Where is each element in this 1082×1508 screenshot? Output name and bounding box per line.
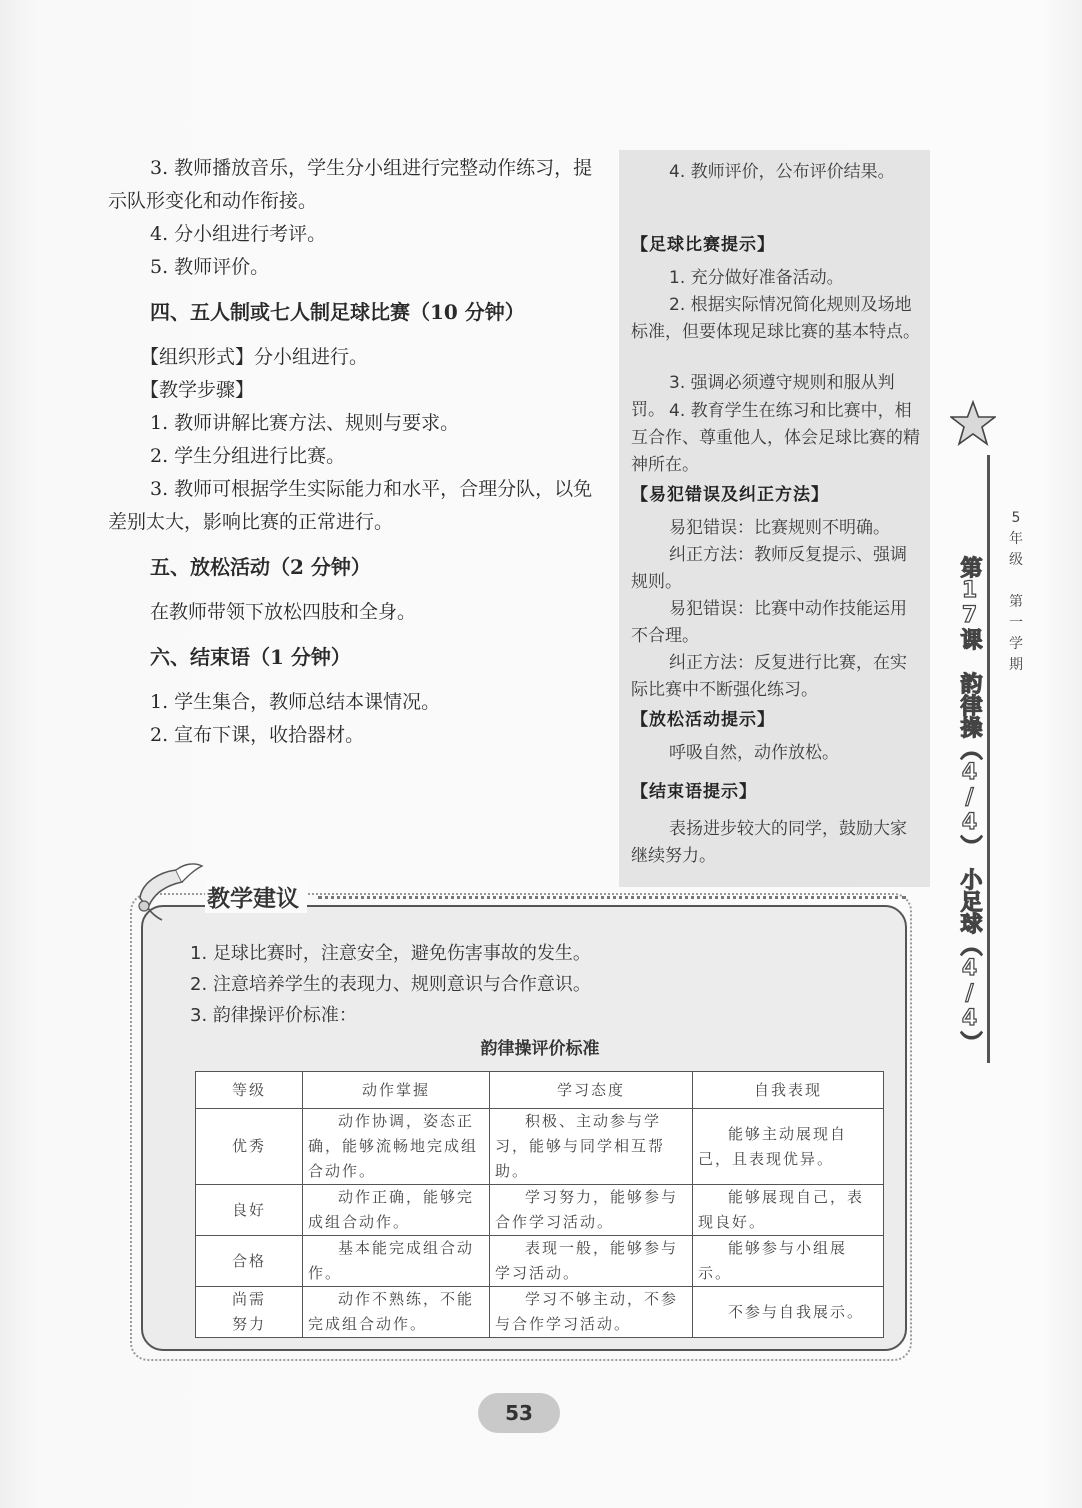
main-column bbox=[108, 152, 608, 752]
table-cell: 表现一般，能够参与学习活动。 bbox=[490, 1236, 693, 1287]
suggestion-list bbox=[190, 938, 870, 1031]
table-row bbox=[196, 1185, 884, 1236]
margin-divider bbox=[987, 455, 990, 1063]
paragraph: 3. 教师播放音乐，学生分小组进行完整动作练习，提示队形变化和动作衔接。 bbox=[108, 157, 593, 212]
section-heading: 五、放松活动（2 分钟） bbox=[150, 555, 371, 579]
table-caption: 韵律操评价标准 bbox=[480, 1039, 600, 1059]
paragraph: 4. 分小组进行考评。 bbox=[150, 223, 327, 245]
table-cell: 基本能完成组合动作。 bbox=[303, 1236, 490, 1287]
paragraph: 2. 宣布下课，收拾器材。 bbox=[150, 724, 365, 746]
table-cell: 动作协调，姿态正确，能够流畅地完成组合动作。 bbox=[303, 1109, 490, 1185]
section-heading: 六、结束语（1 分钟） bbox=[150, 645, 351, 669]
sidebar-text: 1. 充分做好准备活动。 bbox=[669, 268, 844, 288]
table-cell: 能够主动展现自己，且表现优异。 bbox=[693, 1109, 884, 1185]
lesson-title-vertical: 第17课 韵律操（4/4） 小足球（4/4） bbox=[957, 556, 982, 1053]
suggestion-title: 教学建议 bbox=[205, 880, 307, 913]
sidebar-text: 纠正方法：反复进行比赛，在实际比赛中不断强化练习。 bbox=[631, 653, 907, 700]
table-cell: 不参与自我展示。 bbox=[693, 1287, 884, 1338]
table-cell: 积极、主动参与学习，能够与同学相互帮助。 bbox=[490, 1109, 693, 1185]
sidebar-text: 表扬进步较大的同学，鼓励大家继续努力。 bbox=[631, 819, 907, 866]
scroll-icon bbox=[132, 858, 204, 924]
table-cell: 合格 bbox=[196, 1236, 303, 1287]
sidebar-text: 易犯错误：比赛规则不明确。 bbox=[669, 518, 890, 538]
sidebar-text: 易犯错误：比赛中动作技能运用不合理。 bbox=[631, 599, 907, 646]
table-cell: 能够展现自己，表现良好。 bbox=[693, 1185, 884, 1236]
page-number: 53 bbox=[478, 1393, 560, 1433]
column-header: 自我表现 bbox=[693, 1072, 884, 1109]
sidebar-heading: 【足球比赛提示】 bbox=[631, 235, 775, 255]
table-cell: 学习努力，能够参与合作学习活动。 bbox=[490, 1185, 693, 1236]
paragraph: 1. 学生集合，教师总结本课情况。 bbox=[150, 691, 441, 713]
paragraph: 在教师带领下放松四肢和全身。 bbox=[150, 601, 417, 623]
table-row bbox=[196, 1287, 884, 1338]
grade-text: 5年级 bbox=[1009, 510, 1023, 568]
paragraph: 【组织形式】分小组进行。 bbox=[140, 346, 369, 368]
sidebar-heading: 【结束语提示】 bbox=[631, 782, 757, 802]
table-cell: 尚需努力 bbox=[196, 1287, 303, 1338]
sidebar-text: 3. 强调必须遵守规则和服从判罚。 bbox=[631, 373, 895, 420]
column-header: 动作掌握 bbox=[303, 1072, 490, 1109]
sidebar-text: 4. 教育学生在练习和比赛中，相互合作、尊重他人，体会足球比赛的精神所在。 bbox=[631, 401, 920, 475]
title-dotted-line bbox=[318, 896, 906, 899]
paragraph: 2. 学生分组进行比赛。 bbox=[150, 445, 346, 467]
paragraph: 3. 教师可根据学生实际能力和水平，合理分队，以免差别太大，影响比赛的正常进行。 bbox=[108, 478, 593, 533]
sidebar-text: 呼吸自然，动作放松。 bbox=[669, 743, 839, 763]
table-cell: 动作不熟练，不能完成组合动作。 bbox=[303, 1287, 490, 1338]
evaluation-table bbox=[195, 1071, 884, 1338]
table-cell: 优秀 bbox=[196, 1109, 303, 1185]
sidebar-heading: 【易犯错误及纠正方法】 bbox=[631, 485, 829, 505]
table-header-row bbox=[196, 1072, 884, 1109]
list-item: 3. 韵律操评价标准： bbox=[190, 1005, 357, 1026]
sidebar-text: 纠正方法：教师反复提示、强调规则。 bbox=[631, 545, 907, 592]
paragraph: 5. 教师评价。 bbox=[150, 256, 270, 278]
sidebar-text: 2. 根据实际情况简化规则及场地标准，但要体现足球比赛的基本特点。 bbox=[631, 295, 920, 342]
grade-label bbox=[1008, 508, 1024, 676]
table-row bbox=[196, 1236, 884, 1287]
section-heading: 四、五人制或七人制足球比赛（10 分钟） bbox=[150, 300, 525, 324]
sidebar-text: 4. 教师评价，公布评价结果。 bbox=[669, 162, 895, 182]
sidebar-tips bbox=[619, 150, 930, 887]
list-item: 1. 足球比赛时，注意安全，避免伤害事故的发生。 bbox=[190, 943, 591, 964]
table-cell: 能够参与小组展示。 bbox=[693, 1236, 884, 1287]
column-header: 学习态度 bbox=[490, 1072, 693, 1109]
list-item: 2. 注意培养学生的表现力、规则意识与合作意识。 bbox=[190, 974, 591, 995]
table-row bbox=[196, 1109, 884, 1185]
table-cell: 学习不够主动，不参与合作学习活动。 bbox=[490, 1287, 693, 1338]
table-cell: 动作正确，能够完成组合动作。 bbox=[303, 1185, 490, 1236]
sidebar-heading: 【放松活动提示】 bbox=[631, 710, 775, 730]
paragraph: 1. 教师讲解比赛方法、规则与要求。 bbox=[150, 412, 460, 434]
star-icon bbox=[950, 400, 996, 446]
term-text: 第一学期 bbox=[1009, 594, 1023, 673]
column-header: 等级 bbox=[196, 1072, 303, 1109]
paragraph: 【教学步骤】 bbox=[140, 379, 255, 401]
table-cell: 良好 bbox=[196, 1185, 303, 1236]
